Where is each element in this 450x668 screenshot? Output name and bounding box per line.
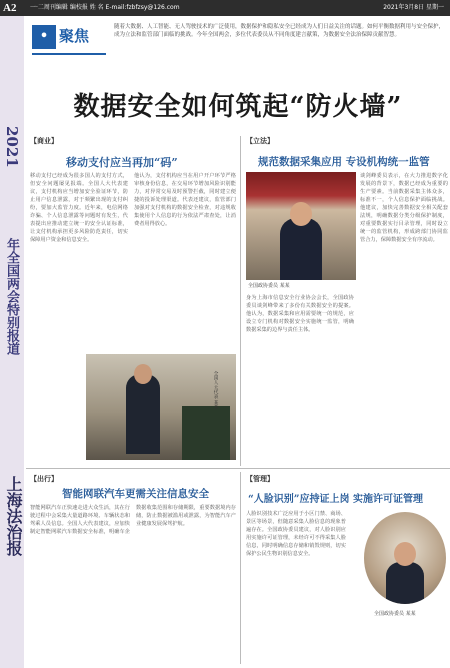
- photo-delegate-3: [364, 512, 446, 604]
- article-mobile-pay-col2: 他认为，支付机构应当在用户开户环节严格审核身份信息，在交易环节增加风险识别能力，对异常交易及时预警拦截，同时建立便捷的投诉处理渠道。代表还建议，监管部门加强对支付机构的数据安全检查，对违规收集使用个人信息的行为依法严肃查处，让消费者用得放心。: [134, 173, 236, 227]
- article-face-recognition: 人脸识别技术广泛应用于小区门禁、商场、景区等场景，但随意采集人脸信息的现象普遍存在。全国政协委员建议，对人脸识别应用实施许可证管理，未经许可不得采集人脸信息，同时明确信息存储和销毁规则，切实保护公民生物识别信息安全。: [246, 511, 346, 557]
- horizontal-divider: [26, 468, 450, 469]
- photo-delegate-2: [246, 172, 356, 280]
- page-number: A2: [3, 2, 17, 14]
- headline-data-collection: 规范数据采集应用 专设机构统一监管: [258, 156, 430, 168]
- tag-mobility: 【出行】: [30, 475, 58, 483]
- column-divider: [240, 136, 241, 466]
- article-mobile-pay-col1: 移动支付已经成为很多国人的支付方式，但安全问题屡见报端。全国人大代表建议，支付机构应当增加安全验证环节，防止用户信息泄露，对于频繁出现的支付纠纷，要加大监管力度。近年来，电信网络诈骗、个人信息泄露等问题时有发生，代表提出应推动建立统一的安全认证标准，让支付机构承担更多风险防范责任，切实保障用户资金和信息安全。: [30, 173, 128, 243]
- section-header: [26, 19, 450, 77]
- section-label: 聚焦: [59, 27, 90, 45]
- headline-connected-cars: 智能网联汽车更需关注信息安全: [62, 488, 209, 500]
- sidebar-year: 2021: [3, 126, 21, 168]
- section-badge: •: [32, 25, 56, 49]
- caption-delegate-2: 全国政协委员 某某: [248, 283, 290, 289]
- left-sidebar: [0, 16, 24, 668]
- section-underline: [32, 53, 106, 55]
- page-main: [26, 16, 450, 668]
- top-bar: [0, 0, 450, 16]
- headline-face-recognition: “人脸识别”应持证上岗 实施许可证管理: [248, 494, 423, 505]
- column-divider-lower: [240, 472, 241, 664]
- page-title: 数据安全如何筑起“防火墙”: [73, 92, 403, 122]
- caption-delegate-3: 全国政协委员 某某: [374, 611, 416, 617]
- intro-text: 随着大数据、人工智能、无人驾驶技术的广泛使用，数据保护和隐私安全已经成为人们日益关注的话题。如何平衡数据利用与安全保护，成为立法和监管部门面临的挑战。今年全国两会，多位代表委员从不同角度建言献策，为数据安全法治保障贡献智慧。: [114, 24, 445, 38]
- caption-delegate-1: 全国人大代表 某某: [213, 371, 218, 410]
- topbar-date: 2021年3月8日 星期一: [383, 4, 444, 11]
- tag-commerce: 【商业】: [30, 137, 58, 145]
- sidebar-label: 年全国两会特别报道: [4, 238, 19, 355]
- tag-management: 【管理】: [246, 475, 274, 483]
- tag-legislation: 【立法】: [246, 137, 274, 145]
- article-connected-cars: 智能网联汽车正快速走进大众生活，其在行驶过程中会采集大量道路环境、车辆状态和驾乘人员信息。全国人大代表建议，应加快制定智能网联汽车数据安全标准，明确车企数据收集范围和存储期限，重要数据境内存储，防止数据被滥用或泄露，为智能汽车产业健康发展保驾护航。: [30, 505, 236, 535]
- sidebar-paper-name: 上海法治报: [4, 476, 23, 556]
- headline-mobile-pay: 移动支付应当再加“码”: [66, 156, 178, 169]
- article-data-collection-right: 谈剑峰委员表示，在大力推进数字化发展的背景下，数据已经成为重要的生产要素。当前数据采集主体众多，标准不一，个人信息保护面临挑战。他建议，加快完善数据安全相关配套法规，明确数据分类分级保护制度，对重要数据实行目录管理，同时设立统一的监管机构，形成跨部门协同监管合力，保障数据安全有序流动。: [360, 173, 448, 243]
- article-data-collection-left: 身为上海市信息安全行业协会会长，全国政协委员谈剑峰带来了多份有关数据安全的提案。他认为，数据采集和应用需要统一的规范，应设立专门机构对数据安全实施统一监管，明确数据采集的边界与责任主体。: [246, 295, 354, 333]
- topbar-left-text: 一·二周刊编辑 编校报 姓 名 E-mail:fzbfzsy@126.com: [30, 4, 180, 11]
